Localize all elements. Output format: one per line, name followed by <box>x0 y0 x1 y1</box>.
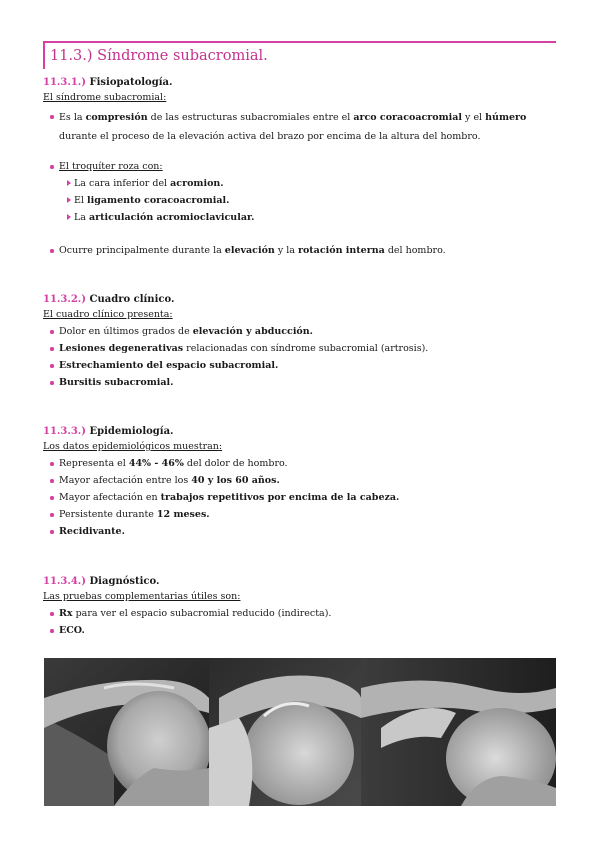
section-fisiopatologia <box>43 75 558 259</box>
subsection-intro: Los datos epidemiológicos muestran: <box>43 441 223 452</box>
subsection-heading: 11.3.3.) Epidemiología. <box>43 426 174 437</box>
section-diagnostico <box>43 574 558 639</box>
section-title: 11.3.) Síndrome subacromial. <box>50 48 268 64</box>
list-item: Representa el 44% - 46% del dolor de hombro. <box>43 455 558 472</box>
list-item: Estrechamiento del espacio subacromial. <box>43 357 558 374</box>
subsection-number: 11.3.1.) <box>43 77 87 88</box>
subsection-heading: 11.3.4.) Diagnóstico. <box>43 576 160 587</box>
sub-list-item: La articulación acromioclavicular. <box>43 209 558 226</box>
list-item: ECO. <box>43 622 558 639</box>
subsection-number: 11.3.3.) <box>43 426 87 437</box>
sub-list-item: La cara inferior del acromion. <box>43 175 558 192</box>
list-item: Bursitis subacromial. <box>43 374 558 391</box>
list-item: Persistente durante 12 meses. <box>43 506 558 523</box>
list-item: El troquíter roza con: <box>43 158 558 175</box>
subsection-heading: 11.3.1.) Fisiopatología. <box>43 77 173 88</box>
section-epidemiologia <box>43 424 558 540</box>
xray-image-3 <box>361 658 556 806</box>
xray-image-1 <box>44 658 209 806</box>
list-item: Dolor en últimos grados de elevación y abducción. <box>43 323 558 340</box>
list-item: Recidivante. <box>43 523 558 540</box>
section-title-box <box>43 41 556 69</box>
subsection-intro: Las pruebas complementarias útiles son: <box>43 591 241 602</box>
list-item: Mayor afectación entre los 40 y los 60 años. <box>43 472 558 489</box>
list-item: Mayor afectación en trabajos repetitivos por encima de la cabeza. <box>43 489 558 506</box>
subsection-intro: El cuadro clínico presenta: <box>43 309 173 320</box>
section-cuadro-clinico <box>43 292 558 391</box>
subsection-number: 11.3.2.) <box>43 294 87 305</box>
subsection-heading: 11.3.2.) Cuadro clínico. <box>43 294 175 305</box>
list-item: Es la compresión de las estructuras subacromiales entre el arco coracoacromial y el húmero durante el proceso de la elevación activa del brazo por encima de la altura del hombro. <box>43 108 558 146</box>
subsection-intro: El síndrome subacromial: <box>43 92 167 103</box>
sub-list-item: El ligamento coracoacromial. <box>43 192 558 209</box>
xray-image-2 <box>209 658 361 806</box>
list-item: Ocurre principalmente durante la elevación y la rotación interna del hombro. <box>43 242 558 259</box>
subsection-number: 11.3.4.) <box>43 576 87 587</box>
list-item: Lesiones degenerativas relacionadas con síndrome subacromial (artrosis). <box>43 340 558 357</box>
list-item: Rx para ver el espacio subacromial reducido (indirecta). <box>43 605 558 622</box>
